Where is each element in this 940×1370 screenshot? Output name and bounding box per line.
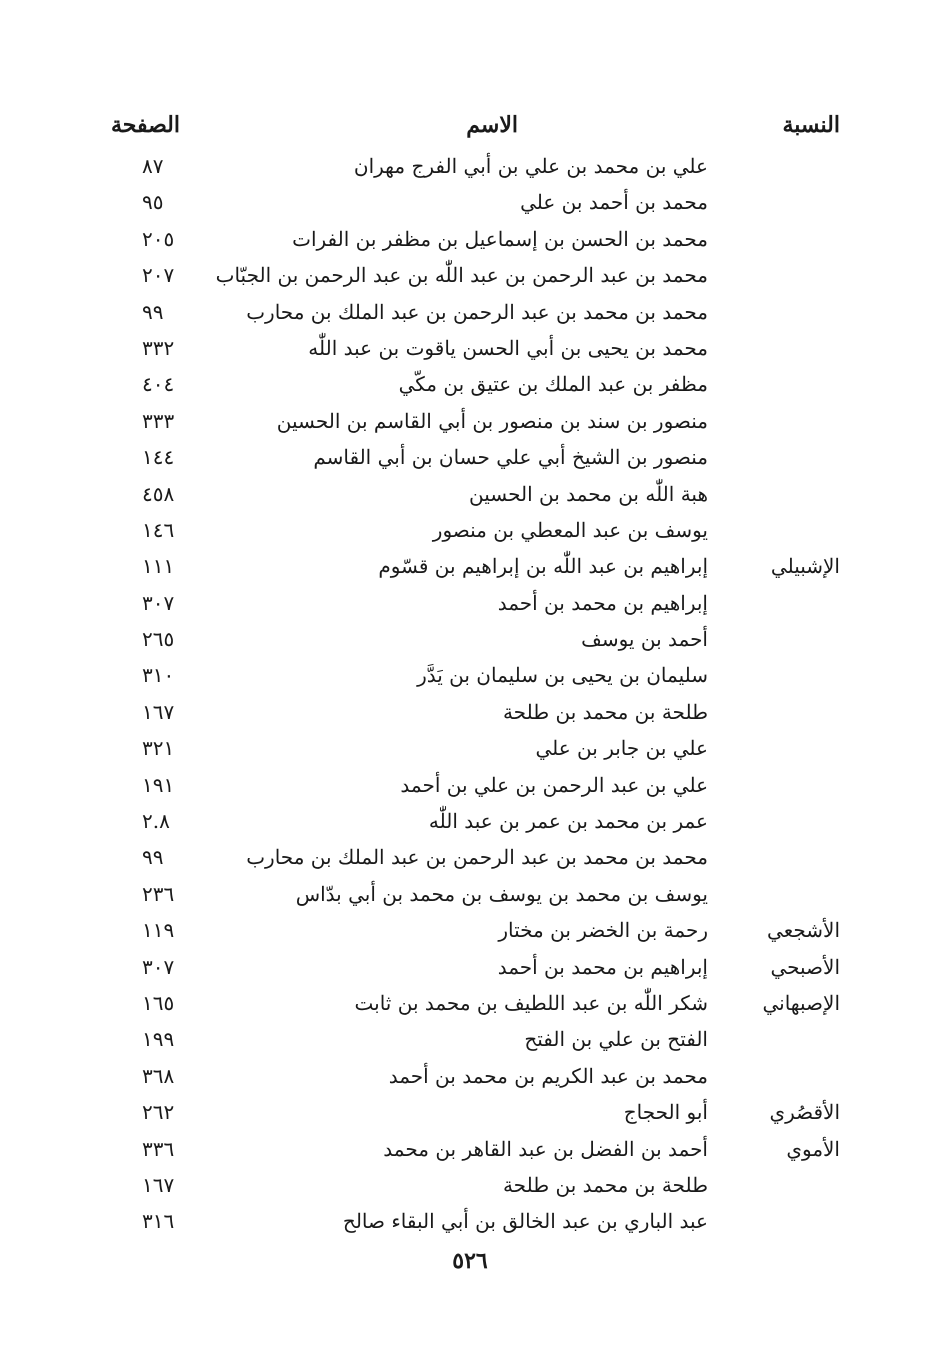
table-row bbox=[0, 767, 940, 803]
row-nisba: الإشبيلي bbox=[770, 554, 840, 579]
row-page: ٤٥٨ bbox=[142, 481, 175, 506]
row-page: ١٤٤ bbox=[142, 445, 175, 470]
row-name: محمد بن أحمد بن علي bbox=[520, 190, 708, 215]
table-row bbox=[0, 1131, 940, 1167]
row-name: علي بن جابر بن علي bbox=[535, 736, 708, 761]
table-row bbox=[0, 1058, 940, 1094]
index-table-body bbox=[0, 148, 940, 1240]
row-name: محمد بن عبد الكريم بن محمد بن أحمد bbox=[388, 1063, 708, 1088]
row-name: محمد بن عبد الرحمن بن عبد اللّٰه بن عبد الرحمن بن الجبّاب bbox=[215, 263, 708, 288]
row-name: محمد بن محمد بن عبد الرحمن بن عبد الملك بن محارب bbox=[246, 299, 708, 324]
table-row bbox=[0, 985, 940, 1021]
row-page: ٣٣٦ bbox=[142, 1136, 175, 1161]
header-nisba: النسبة bbox=[782, 112, 840, 138]
row-name: مظفر بن عبد الملك بن عتيق بن مكّي bbox=[398, 372, 708, 397]
table-row bbox=[0, 694, 940, 730]
table-row bbox=[0, 330, 940, 366]
row-page: ٢٣٦ bbox=[142, 881, 175, 906]
row-name: منصور بن الشيخ أبي علي حسان بن أبي القاسم bbox=[313, 445, 708, 470]
row-page: ١١١ bbox=[142, 554, 175, 579]
row-name: الفتح بن علي بن الفتح bbox=[524, 1027, 708, 1052]
row-nisba: الأصبحي bbox=[770, 954, 840, 979]
table-row bbox=[0, 657, 940, 693]
row-page: ٣٣٢ bbox=[142, 335, 175, 360]
table-row bbox=[0, 1167, 940, 1203]
row-page: ٢.٨ bbox=[142, 809, 170, 834]
table-row bbox=[0, 439, 940, 475]
row-name: إبراهيم بن محمد بن أحمد bbox=[497, 954, 708, 979]
table-row bbox=[0, 876, 940, 912]
row-name: عمر بن محمد بن عمر بن عبد اللّٰه bbox=[428, 809, 708, 834]
table-row bbox=[0, 585, 940, 621]
page-number: ٥٢٦ bbox=[452, 1248, 488, 1274]
row-page: ٨٧ bbox=[142, 154, 164, 178]
table-row bbox=[0, 476, 940, 512]
table-row bbox=[0, 621, 940, 657]
table-row bbox=[0, 1203, 940, 1239]
row-name: يوسف بن محمد بن يوسف بن محمد بن أبي بدّاس bbox=[295, 881, 708, 906]
table-header bbox=[0, 112, 940, 146]
row-name: منصور بن سند بن منصور بن أبي القاسم بن الحسين bbox=[276, 408, 708, 433]
row-page: ٢٠٥ bbox=[142, 226, 175, 251]
row-page: ٩٩ bbox=[142, 299, 164, 324]
row-page: ٣٠٧ bbox=[142, 954, 175, 979]
table-row bbox=[0, 366, 940, 402]
row-page: ١٩١ bbox=[142, 772, 175, 797]
row-name: سليمان بن يحيى بن سليمان بن يَدَّر bbox=[417, 663, 708, 688]
row-page: ١١٩ bbox=[142, 918, 175, 943]
row-name: شكر اللّٰه بن عبد اللطيف بن محمد بن ثابت bbox=[354, 990, 708, 1015]
row-page: ٣١٠ bbox=[142, 663, 175, 688]
row-name: محمد بن الحسن بن إسماعيل بن مظفر بن الفرات bbox=[292, 226, 708, 251]
row-page: ٩٩ bbox=[142, 845, 164, 870]
row-page: ١٦٥ bbox=[142, 990, 175, 1015]
row-name: هبة اللّٰه بن محمد بن الحسين bbox=[468, 481, 708, 506]
row-page: ٣٦٨ bbox=[142, 1063, 175, 1088]
row-page: ٣٣٣ bbox=[142, 408, 175, 433]
header-page: الصفحة bbox=[110, 112, 180, 138]
table-row bbox=[0, 730, 940, 766]
table-row bbox=[0, 912, 940, 948]
row-nisba: الأقصُري bbox=[769, 1100, 840, 1125]
header-name: الاسم bbox=[466, 112, 518, 138]
row-name: طلحة بن محمد بن طلحة bbox=[502, 1172, 708, 1197]
row-page: ١٤٦ bbox=[142, 517, 175, 542]
row-name: أحمد بن يوسف bbox=[581, 627, 708, 652]
row-page: ١٩٩ bbox=[142, 1027, 175, 1052]
row-nisba: الإصبهاني bbox=[762, 990, 840, 1015]
row-name: إبراهيم بن محمد بن أحمد bbox=[497, 590, 708, 615]
table-row bbox=[0, 148, 940, 184]
row-name: محمد بن يحيى بن أبي الحسن ياقوت بن عبد اللّٰه bbox=[308, 335, 708, 360]
row-page: ٩٥ bbox=[142, 190, 164, 215]
row-nisba: الأموي bbox=[786, 1136, 840, 1161]
row-page: ١٦٧ bbox=[142, 699, 175, 724]
row-name: علي بن محمد بن علي بن أبي الفرج مهران bbox=[353, 154, 708, 178]
row-page: ٢٦٢ bbox=[142, 1100, 175, 1125]
row-page: ٢٦٥ bbox=[142, 627, 175, 652]
row-name: أحمد بن الفضل بن عبد القاهر بن محمد bbox=[383, 1136, 708, 1161]
table-row bbox=[0, 257, 940, 293]
row-page: ٣٢١ bbox=[142, 736, 175, 761]
row-name: طلحة بن محمد بن طلحة bbox=[502, 699, 708, 724]
table-row bbox=[0, 1094, 940, 1130]
row-name: أبو الحجاج bbox=[623, 1100, 708, 1125]
row-name: إبراهيم بن عبد اللّٰه بن إبراهيم بن قسّوم bbox=[378, 554, 708, 579]
row-page: ٣١٦ bbox=[142, 1209, 175, 1234]
row-page: ٤٠٤ bbox=[142, 372, 175, 397]
table-row bbox=[0, 1021, 940, 1057]
row-page: ١٦٧ bbox=[142, 1172, 175, 1197]
row-name: يوسف بن عبد المعطي بن منصور bbox=[432, 517, 708, 542]
row-page: ٢٠٧ bbox=[142, 263, 175, 288]
row-name: رحمة بن الخضر بن مختار bbox=[498, 918, 708, 943]
row-name: علي بن عبد الرحمن بن علي بن أحمد bbox=[400, 772, 708, 797]
table-row bbox=[0, 839, 940, 875]
row-page: ٣٠٧ bbox=[142, 590, 175, 615]
row-nisba: الأشجعي bbox=[767, 918, 840, 943]
table-row bbox=[0, 512, 940, 548]
table-row bbox=[0, 803, 940, 839]
table-row bbox=[0, 403, 940, 439]
table-row bbox=[0, 294, 940, 330]
table-row bbox=[0, 949, 940, 985]
row-name: محمد بن محمد بن عبد الرحمن بن عبد الملك بن محارب bbox=[246, 845, 708, 870]
table-row bbox=[0, 221, 940, 257]
row-name: عبد الباري بن عبد الخالق بن أبي البقاء صالح bbox=[342, 1209, 708, 1234]
table-row bbox=[0, 184, 940, 220]
table-row bbox=[0, 548, 940, 584]
